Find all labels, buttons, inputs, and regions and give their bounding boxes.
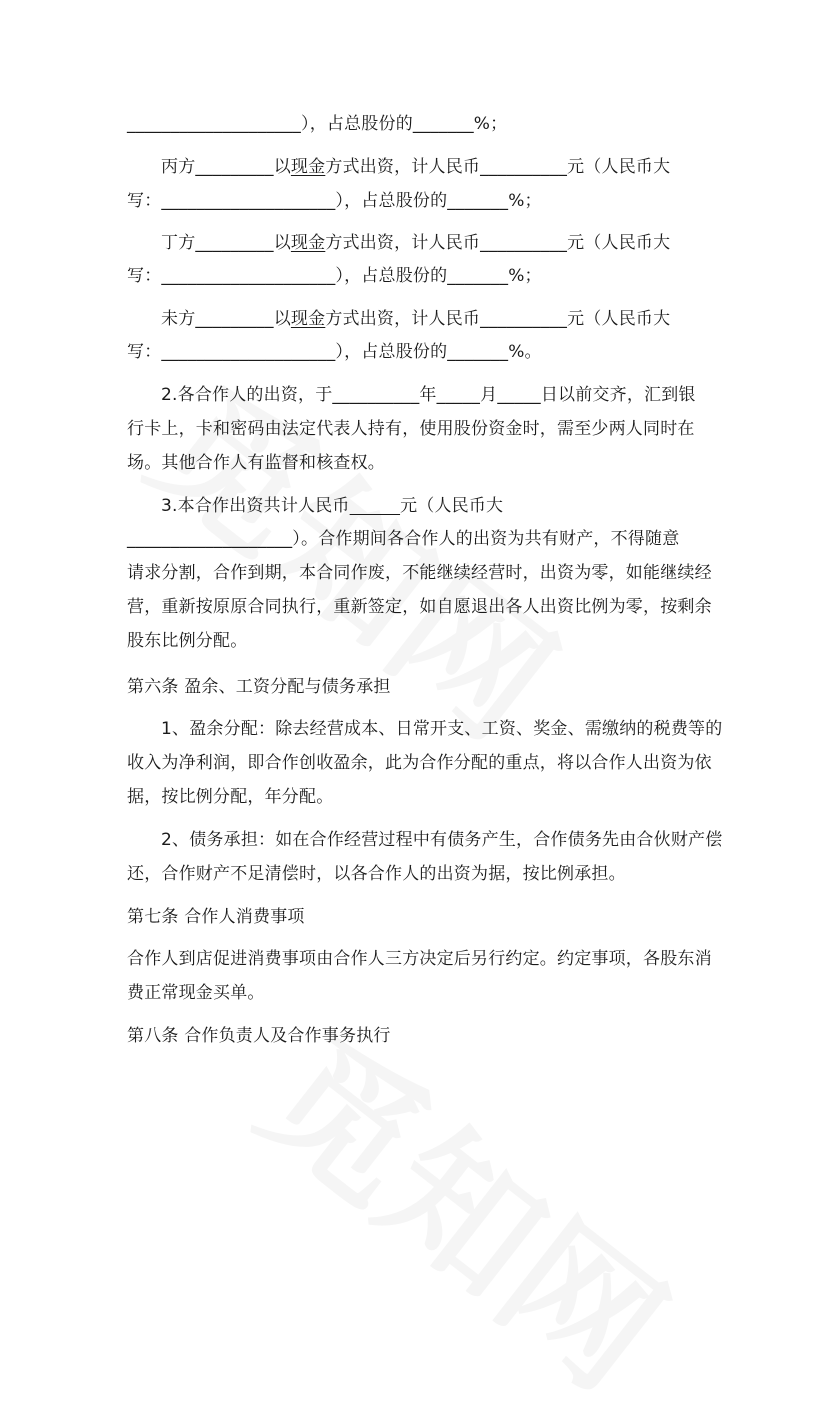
underlined-text: 现金: [290, 233, 326, 253]
section-heading: 第六条 盈余、工资分配与债务承担: [127, 677, 391, 697]
text-line: [161, 232, 670, 254]
text-line: 费正常现金买单。: [127, 983, 265, 1003]
underlined-text: 现金: [290, 157, 326, 177]
text-line: [161, 308, 670, 330]
text-line: 2.各合作人的出资，于__________年_____月_____日以前交齐，汇到银: [161, 385, 696, 405]
text-line: 写：____________________），占总股份的_______%。: [127, 342, 542, 362]
text-line: 收入为净利润，即合作创收盈余，此为合作分配的重点，将以合作人出资为依: [127, 753, 712, 773]
text-span: 元（人民币大: [400, 496, 504, 516]
text-span: 未方_________以: [161, 309, 291, 329]
text-span: 方式出资，计人民币__________元（人民币大: [325, 309, 671, 329]
text-line: [161, 495, 503, 517]
text-line: 场。其他合作人有监督和核查权。: [127, 453, 385, 473]
text-line: 股东比例分配。: [127, 631, 248, 651]
text-line: 营，重新按原原合同执行，重新签定，如自愿退出各人出资比例为零，按剩余: [127, 597, 712, 617]
section-heading: 第八条 合作负责人及合作事务执行: [127, 1026, 391, 1046]
watermark: [227, 980, 715, 1427]
text-span: 方式出资，计人民币__________元（人民币大: [325, 233, 671, 253]
text-line: 1、盈余分配：除去经营成本、日常开支、工资、奖金、需缴纳的税费等的: [161, 719, 723, 739]
text-line: 还，合作财产不足清偿时，以各合作人的出资为据，按比例承担。: [127, 864, 626, 884]
section-heading: 第七条 合作人消费事项: [127, 907, 305, 927]
text-line: ____________________），占总股份的_______%；: [127, 114, 508, 134]
text-span: 3.本合作出资共计人民币: [161, 496, 350, 516]
text-line: 合作人到店促进消费事项由合作人三方决定后另行约定。约定事项，各股东消: [127, 949, 712, 969]
text-span: 方式出资，计人民币__________元（人民币大: [325, 157, 671, 177]
blank-field: [350, 496, 400, 516]
text-line: 据，按比例分配，年分配。: [127, 787, 334, 807]
text-span: 丙方_________以: [161, 157, 291, 177]
text-line: 2、债务承担：如在合作经营过程中有债务产生，合作债务先由合伙财产偿: [161, 830, 723, 850]
text-line: 请求分割，合作到期，本合同作废，不能继续经营时，出资为零，如能继续经: [127, 563, 712, 583]
text-line: ___________________）。合作期间各合作人的出资为共有财产，不得随意: [127, 529, 680, 549]
text-line: 写：____________________），占总股份的_______%；: [127, 191, 542, 211]
text-line: 行卡上，卡和密码由法定代表人持有，使用股份资金时，需至少两人同时在: [127, 419, 695, 439]
text-line: 写：____________________），占总股份的_______%；: [127, 266, 542, 286]
text-line: [161, 156, 670, 178]
underlined-text: 现金: [290, 309, 326, 329]
text-span: 丁方_________以: [161, 233, 291, 253]
